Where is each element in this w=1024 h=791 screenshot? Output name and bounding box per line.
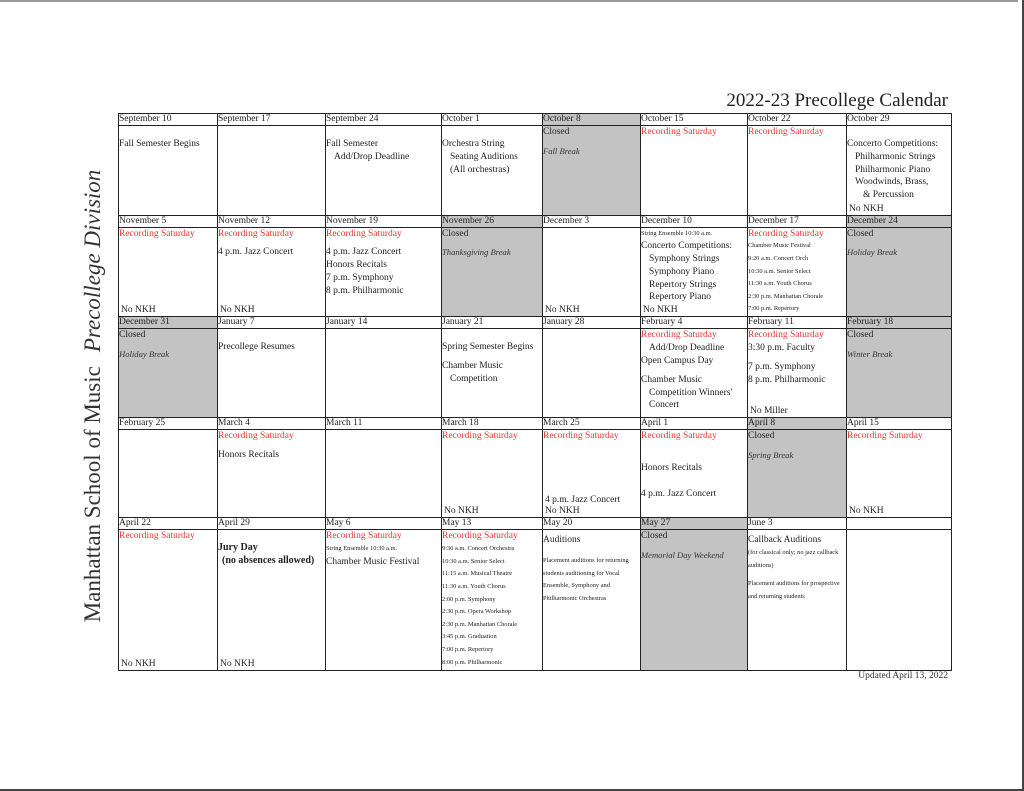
date-label: November 5 — [119, 215, 218, 227]
date-label: May 6 — [326, 518, 442, 530]
recording-saturday-label: Recording Saturday — [119, 531, 195, 542]
date-label: November 26 — [442, 215, 543, 227]
day-cell — [442, 530, 543, 671]
day-cell — [119, 227, 218, 317]
recording-saturday-label: Recording Saturday — [442, 430, 518, 441]
event-text: 4 p.m. Jazz Concert — [545, 495, 621, 506]
break-label: Holiday Break — [847, 247, 898, 258]
event-text: Fall Semester — [326, 139, 378, 150]
vertical-title — [80, 170, 106, 623]
date-label: September 10 — [119, 114, 218, 126]
recording-saturday-label: Recording Saturday — [847, 430, 923, 441]
week-row-header — [119, 215, 952, 227]
event-text: 8 p.m. Philharmonic — [748, 374, 826, 385]
week-row-header — [119, 417, 952, 429]
day-cell — [218, 530, 326, 671]
date-label: April 15 — [847, 417, 952, 429]
no-miller-label: No Miller — [750, 405, 788, 416]
event-text: Chamber Music — [641, 374, 702, 385]
event-text: 4 p.m. Jazz Concert — [218, 247, 294, 258]
day-cell — [641, 429, 748, 517]
event-text: Seating Auditions — [450, 151, 518, 162]
schedule-item: 2:30 p.m. Manhattan Chorale — [442, 620, 518, 628]
event-text: 9:20 a.m. Concert Orch — [748, 254, 809, 262]
week-row-body — [119, 227, 952, 317]
no-nkh-label: No NKH — [444, 506, 479, 517]
date-label: February 4 — [641, 317, 748, 329]
day-cell — [326, 126, 442, 215]
break-label: Winter Break — [847, 349, 893, 360]
day-cell — [748, 530, 847, 671]
event-text: Chamber Music Festival — [748, 242, 811, 250]
day-cell — [748, 126, 847, 215]
event-text: Concert — [649, 400, 680, 411]
day-cell — [442, 227, 543, 317]
event-note: (for classical only; no jazz callback auditions) — [748, 549, 839, 569]
day-cell — [641, 530, 748, 671]
date-label: February 25 — [119, 417, 218, 429]
date-label: October 1 — [442, 114, 543, 126]
day-cell — [119, 329, 218, 417]
day-cell — [543, 429, 641, 517]
schedule-item: 11:15 a.m. Musical Theatre — [442, 570, 513, 578]
closed-label: Closed — [442, 228, 469, 239]
day-cell — [326, 329, 442, 417]
day-cell — [442, 329, 543, 417]
day-cell — [748, 329, 847, 417]
week-row-body — [119, 530, 952, 671]
event-text: Repertory Piano — [649, 292, 712, 303]
closed-label: Closed — [748, 430, 775, 441]
week-row-body — [119, 429, 952, 517]
event-text: Symphony Piano — [649, 266, 715, 277]
week-row-body — [119, 329, 952, 417]
recording-saturday-label: Recording Saturday — [748, 228, 824, 239]
date-label: December 10 — [641, 215, 748, 227]
event-text: Spring Semester Begins — [442, 342, 534, 353]
event-note: Placement auditions for prospective and returning students — [748, 580, 840, 601]
event-text: Woodwinds, Brass, — [855, 177, 929, 188]
date-label: April 29 — [218, 518, 326, 530]
day-cell — [847, 429, 952, 517]
date-label: January 7 — [218, 317, 326, 329]
jury-day-note: (no absences allowed) — [222, 555, 315, 567]
event-text: Orchestra String — [442, 139, 505, 150]
no-nkh-label: No NKH — [220, 659, 255, 669]
week-row-header — [119, 114, 952, 126]
no-nkh-label: No NKH — [545, 506, 580, 517]
date-label: April 1 — [641, 417, 748, 429]
no-nkh-label: No NKH — [220, 305, 255, 316]
day-cell — [543, 530, 641, 671]
event-text: Fall Semester Begins — [119, 139, 200, 150]
event-text: Repertory Strings — [649, 279, 717, 290]
day-cell — [847, 126, 952, 215]
event-text: 7 p.m. Symphony — [748, 362, 816, 373]
date-label: March 25 — [543, 417, 641, 429]
day-cell — [218, 329, 326, 417]
updated-note: Updated April 13, 2022 — [858, 671, 948, 681]
event-text: Add/Drop Deadline — [649, 343, 725, 354]
week-row-header — [119, 518, 952, 530]
event-text: Callback Auditions — [748, 535, 822, 546]
date-label: June 3 — [748, 518, 847, 530]
recording-saturday-label: Recording Saturday — [641, 127, 717, 138]
closed-label: Closed — [847, 228, 874, 239]
day-cell — [847, 530, 952, 671]
day-cell — [218, 429, 326, 517]
no-nkh-label: No NKH — [121, 305, 156, 316]
recording-saturday-label: Recording Saturday — [218, 228, 294, 239]
closed-label: Closed — [543, 127, 570, 138]
date-label: November 12 — [218, 215, 326, 227]
break-label: Holiday Break — [119, 349, 170, 360]
event-text: Open Campus Day — [641, 356, 714, 367]
break-label: Spring Break — [748, 449, 794, 460]
date-label: December 3 — [543, 215, 641, 227]
page-top-edge — [0, 0, 1018, 2]
event-text: 10:30 a.m. Senior Select — [748, 267, 811, 275]
event-text: 2:30 p.m. Manhattan Chorale — [748, 292, 824, 300]
day-cell — [119, 126, 218, 215]
event-text: String Ensemble 10:30 a.m. — [326, 545, 398, 553]
day-cell — [847, 329, 952, 417]
date-label: March 18 — [442, 417, 543, 429]
date-label: November 19 — [326, 215, 442, 227]
event-text: 7 p.m. Symphony — [326, 272, 394, 283]
event-text: Philharmonic Strings — [855, 151, 936, 162]
date-label: December 31 — [119, 317, 218, 329]
day-cell — [543, 329, 641, 417]
schedule-item: 8:00 p.m. Philharmonic — [442, 658, 503, 666]
event-text: Concerto Competitions: — [641, 241, 733, 252]
day-cell — [641, 126, 748, 215]
schedule-item: 9:30 a.m. Concert Orchestra — [442, 545, 515, 553]
closed-label: Closed — [119, 330, 146, 341]
event-text: Concerto Competitions: — [847, 139, 939, 150]
date-label: February 11 — [748, 317, 847, 329]
closed-label: Closed — [847, 330, 874, 341]
date-label: September 17 — [218, 114, 326, 126]
break-label: Memorial Day Weekend — [641, 550, 724, 561]
jury-day-label: Jury Day — [218, 542, 258, 554]
school-name: Manhattan School of Music — [80, 366, 105, 623]
event-text: Competition — [450, 374, 498, 385]
date-label: May 13 — [442, 518, 543, 530]
date-label: September 24 — [326, 114, 442, 126]
recording-saturday-label: Recording Saturday — [641, 330, 717, 341]
event-text: (All orchestras) — [450, 164, 510, 175]
date-label: March 4 — [218, 417, 326, 429]
event-text: 7:00 p.m. Repertory — [748, 305, 800, 313]
break-label: Fall Break — [543, 145, 580, 156]
recording-saturday-label: Recording Saturday — [748, 127, 824, 138]
day-cell — [543, 227, 641, 317]
closed-label: Closed — [641, 531, 668, 542]
recording-saturday-label: Recording Saturday — [748, 330, 824, 341]
date-label: October 29 — [847, 114, 952, 126]
day-cell — [748, 429, 847, 517]
schedule-item: 3:45 p.m. Graduation — [442, 633, 497, 641]
event-text: 11:30 a.m. Youth Chorus — [748, 280, 812, 288]
day-cell — [326, 429, 442, 517]
date-label: January 21 — [442, 317, 543, 329]
week-row-body — [119, 126, 952, 215]
day-cell — [442, 126, 543, 215]
day-cell — [119, 429, 218, 517]
date-label: October 8 — [543, 114, 641, 126]
event-text: Chamber Music — [442, 361, 503, 372]
calendar-title: 2022-23 Precollege Calendar — [726, 90, 948, 111]
day-cell — [641, 329, 748, 417]
date-label: October 15 — [641, 114, 748, 126]
break-label: Thanksgiving Break — [442, 247, 511, 258]
day-cell — [543, 126, 641, 215]
event-text: 4 p.m. Jazz Concert — [641, 488, 717, 499]
schedule-item: 11:30 a.m. Youth Chorus — [442, 583, 506, 591]
date-label: December 17 — [748, 215, 847, 227]
division-name: Precollege Division — [80, 169, 105, 353]
date-label: February 18 — [847, 317, 952, 329]
event-text: Symphony Strings — [649, 253, 720, 264]
no-nkh-label: No NKH — [849, 203, 884, 214]
event-text: Chamber Music Festival — [326, 556, 420, 567]
schedule-item: 2:30 p.m. Opera Workshop — [442, 608, 512, 616]
event-text: Honors Recitals — [641, 462, 702, 473]
day-cell — [326, 227, 442, 317]
day-cell — [326, 530, 442, 671]
event-text: Honors Recitals — [326, 260, 387, 271]
calendar-table — [118, 113, 952, 671]
date-label: April 22 — [119, 518, 218, 530]
recording-saturday-label: Recording Saturday — [442, 531, 518, 542]
event-text: 3:30 p.m. Faculty — [748, 343, 816, 354]
day-cell — [847, 227, 952, 317]
event-text: String Ensemble 10:30 a.m. — [641, 229, 713, 237]
recording-saturday-label: Recording Saturday — [218, 430, 294, 441]
event-text: Competition Winners' — [649, 387, 733, 398]
event-text: Philharmonic Piano — [855, 164, 931, 175]
no-nkh-label: No NKH — [849, 506, 884, 517]
event-note: Placement auditions for returning students auditioning for Vocal Ensemble, Symphony and Philharmonic Orchestras — [543, 557, 629, 603]
day-cell — [748, 227, 847, 317]
day-cell — [218, 126, 326, 215]
event-text: 4 p.m. Jazz Concert — [326, 247, 402, 258]
day-cell — [641, 227, 748, 317]
date-label: October 22 — [748, 114, 847, 126]
recording-saturday-label: Recording Saturday — [326, 228, 402, 239]
date-label: March 11 — [326, 417, 442, 429]
day-cell — [218, 227, 326, 317]
event-text: 8 p.m. Philharmonic — [326, 285, 404, 296]
event-text: Precollege Resumes — [218, 342, 295, 353]
recording-saturday-label: Recording Saturday — [119, 228, 195, 239]
date-label: May 20 — [543, 518, 641, 530]
date-label: May 27 — [641, 518, 748, 530]
event-text: Honors Recitals — [218, 449, 279, 460]
schedule-item: 10:30 a.m. Senior Select — [442, 557, 505, 565]
event-text: Auditions — [543, 535, 581, 546]
no-nkh-label: No NKH — [643, 305, 678, 316]
day-cell — [442, 429, 543, 517]
date-label — [847, 518, 952, 530]
date-label: April 8 — [748, 417, 847, 429]
no-nkh-label: No NKH — [121, 659, 156, 669]
recording-saturday-label: Recording Saturday — [641, 430, 717, 441]
event-text: & Percussion — [863, 190, 914, 201]
recording-saturday-label: Recording Saturday — [326, 531, 402, 542]
date-label: January 28 — [543, 317, 641, 329]
no-nkh-label: No NKH — [545, 305, 580, 316]
schedule-item: 7:00 p.m. Repertory — [442, 646, 494, 654]
date-label: December 24 — [847, 215, 952, 227]
event-text: Add/Drop Deadline — [334, 151, 410, 162]
schedule-item: 2:00 p.m. Symphony — [442, 595, 496, 603]
week-row-header — [119, 317, 952, 329]
day-cell — [119, 530, 218, 671]
date-label: January 14 — [326, 317, 442, 329]
recording-saturday-label: Recording Saturday — [543, 430, 619, 441]
